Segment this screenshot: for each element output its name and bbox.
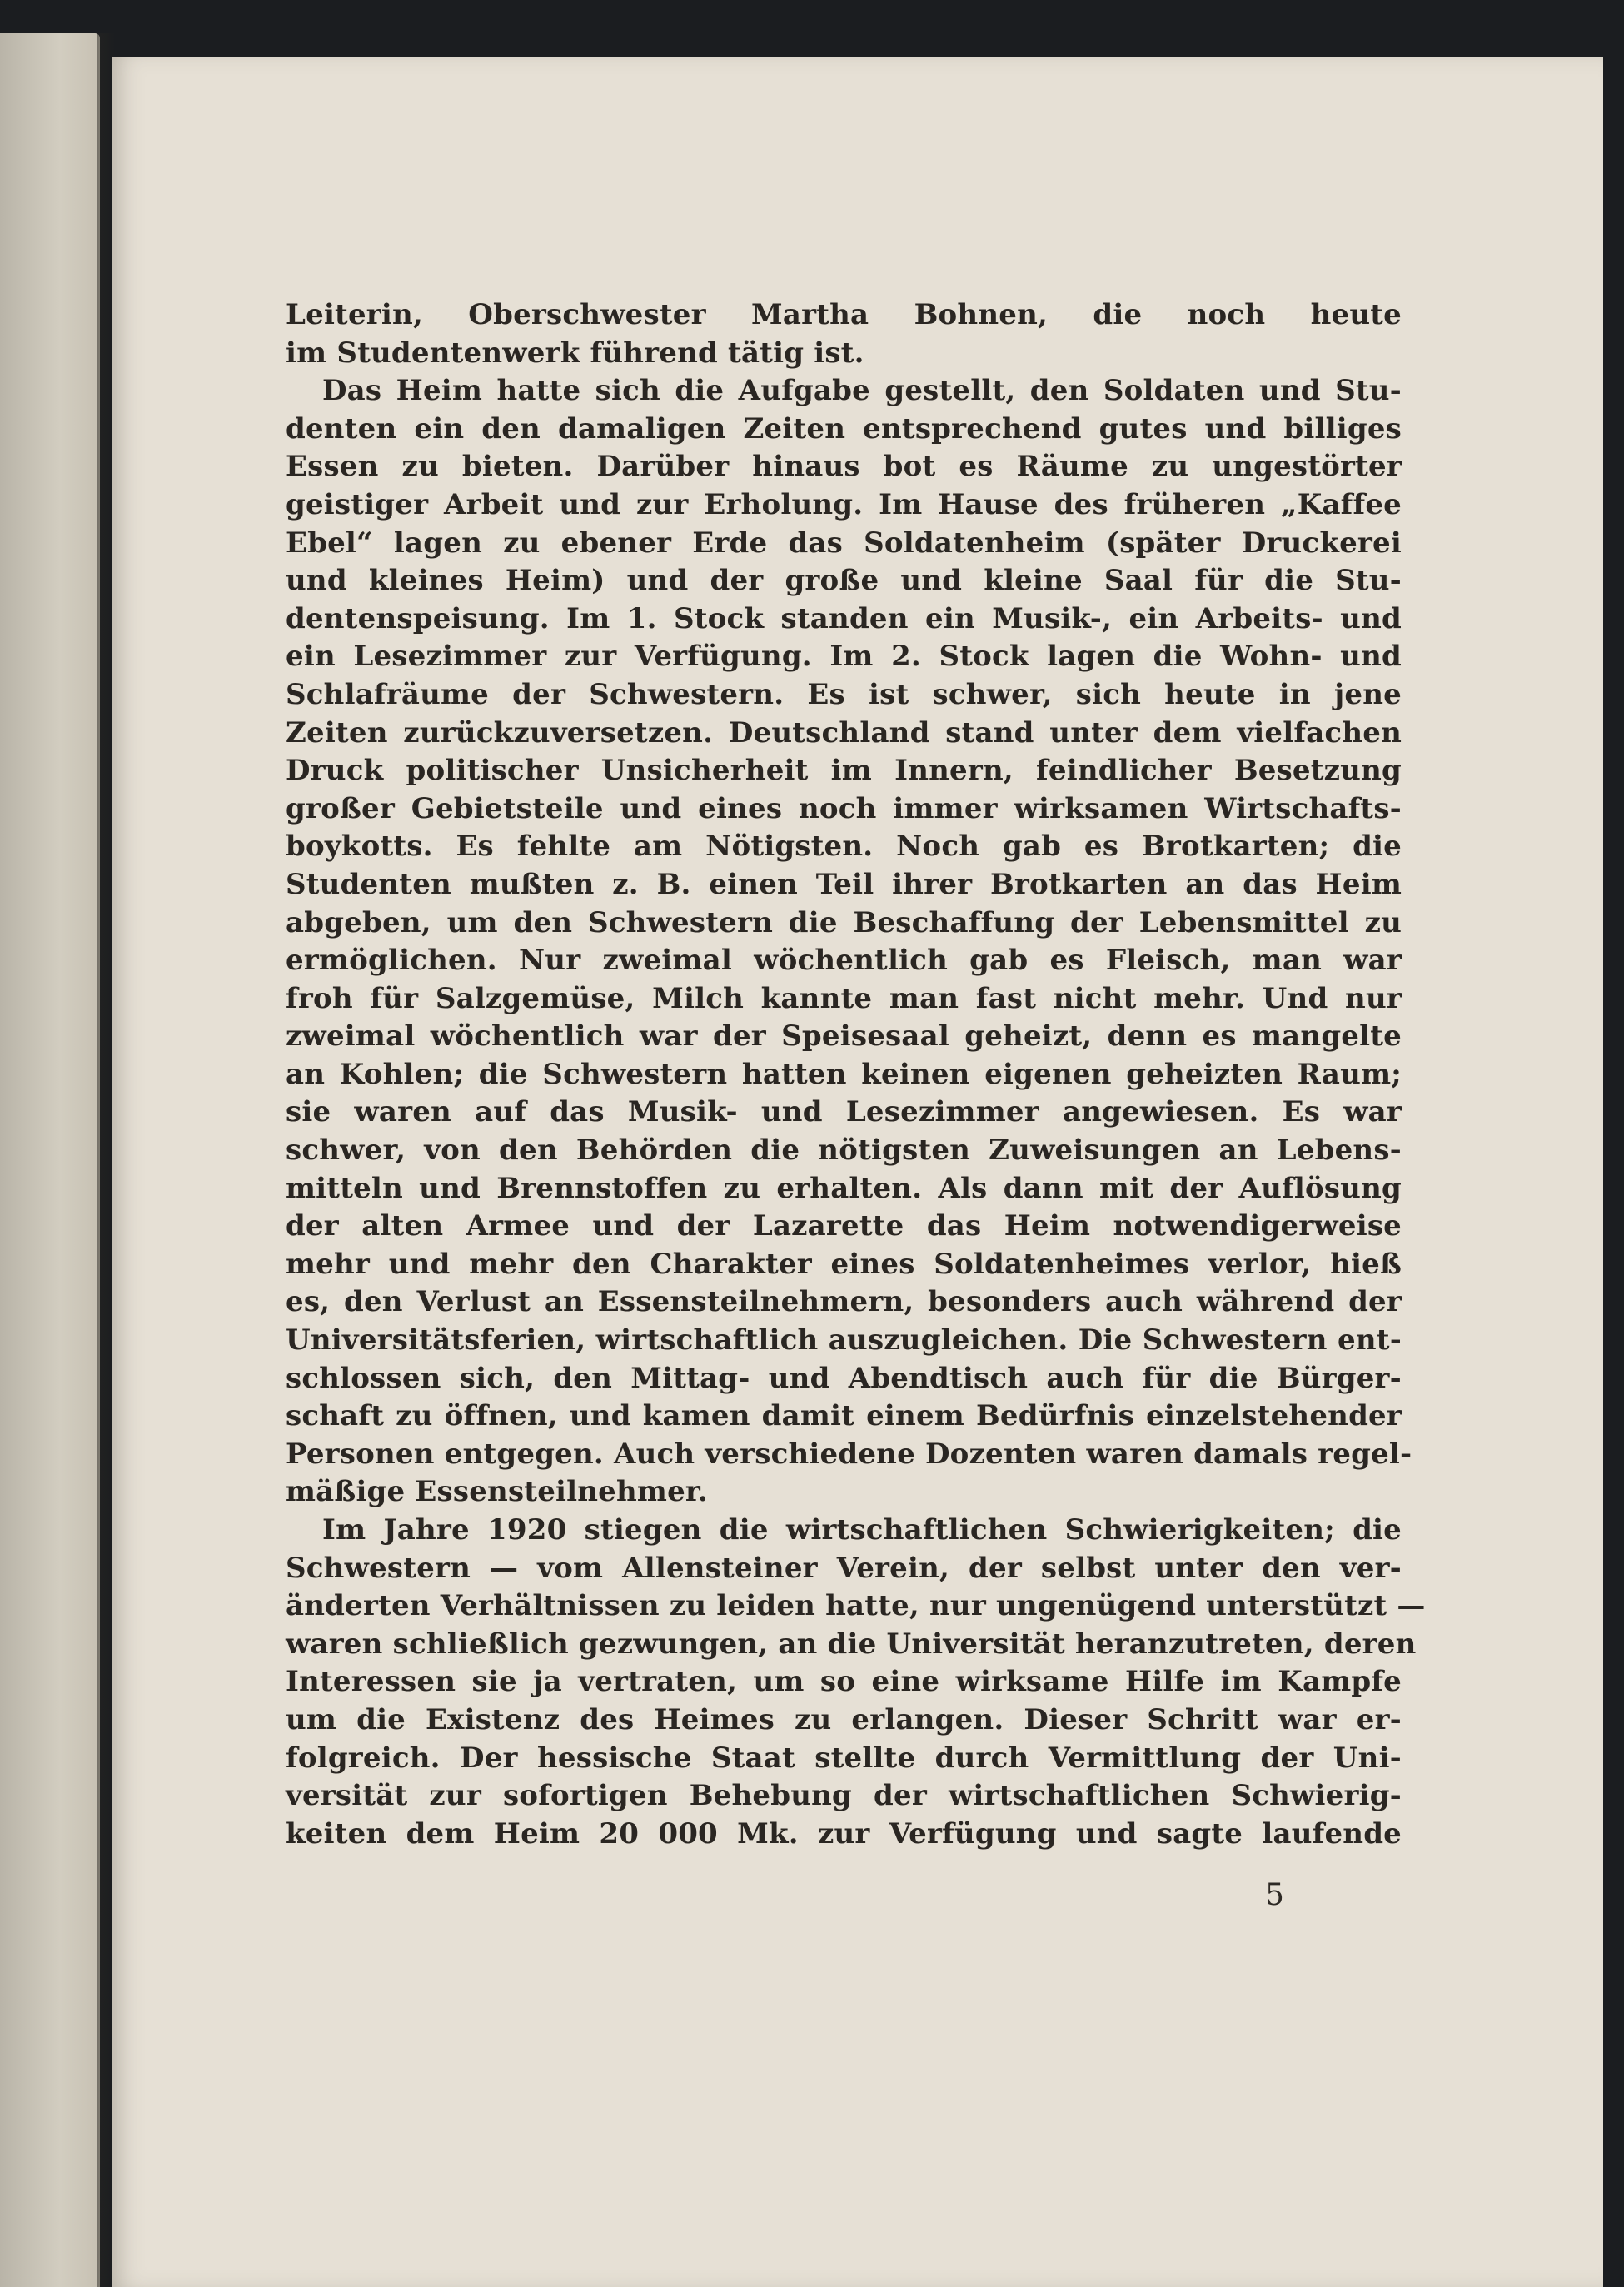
text-line: Das Heim hatte sich die Aufgabe gestellt, den Soldaten und Stu-	[322, 374, 1402, 408]
text-line: abgeben, um den Schwestern die Beschaffung der Lebensmittel zu	[286, 905, 1402, 939]
text-line: Im Jahre 1920 stiegen die wirtschaftlichen Schwierigkeiten; die	[322, 1513, 1402, 1547]
page-number: 5	[1265, 1878, 1284, 1912]
text-line: und kleines Heim) und der große und kleine Saal für die Stu-	[286, 564, 1402, 598]
text-line: mäßige Essensteilnehmer.	[286, 1475, 708, 1509]
text-line: Schlafräume der Schwestern. Es ist schwer, sich heute in jene	[286, 677, 1402, 711]
text-line: Personen entgegen. Auch verschiedene Dozenten waren damals regel-	[286, 1437, 1412, 1471]
body-text	[286, 296, 1426, 1853]
text-line: mehr und mehr den Charakter eines Soldatenheimes verlor, hieß	[286, 1247, 1402, 1281]
text-line: Leiterin, Oberschwester Martha Bohnen, die noch heute	[286, 298, 1402, 331]
text-line: zweimal wöchentlich war der Speisesaal geheizt, denn es mangelte	[286, 1019, 1402, 1054]
text-line: geistiger Arbeit und zur Erholung. Im Hause des früheren „Kaffee	[286, 487, 1402, 521]
text-line: schlossen sich, den Mittag- und Abendtisch auch für die Bürger-	[286, 1361, 1402, 1395]
text-line: Essen zu bieten. Darüber hinaus bot es Räume zu ungestörter	[286, 450, 1402, 484]
text-line: Universitätsferien, wirtschaftlich auszugleichen. Die Schwestern ent-	[286, 1323, 1402, 1358]
text-line: ein Lesezimmer zur Verfügung. Im 2. Stock lagen die Wohn- und	[286, 640, 1402, 674]
text-line: schaft zu öffnen, und kamen damit einem Bedürfnis einzelstehender	[286, 1399, 1402, 1433]
text-line: an Kohlen; die Schwestern hatten keinen eigenen geheizten Raum;	[286, 1057, 1402, 1091]
text-line: folgreich. Der hessische Staat stellte durch Vermittlung der Uni-	[286, 1741, 1402, 1775]
text-line: im Studentenwerk führend tätig ist.	[286, 336, 864, 370]
book-page	[112, 57, 1603, 2287]
text-line: dentenspeisung. Im 1. Stock standen ein Musik-, ein Arbeits- und	[286, 601, 1402, 635]
text-line: Schwestern — vom Allensteiner Verein, der selbst unter den ver-	[286, 1551, 1402, 1585]
left-page-edge	[0, 33, 100, 2287]
text-line: Studenten mußten z. B. einen Teil ihrer Brotkarten an das Heim	[286, 867, 1402, 901]
text-line: der alten Armee und der Lazarette das Heim notwendigerweise	[286, 1209, 1402, 1243]
text-line: es, den Verlust an Essensteilnehmern, besonders auch während der	[286, 1285, 1402, 1319]
text-line: ermöglichen. Nur zweimal wöchentlich gab es Fleisch, man war	[286, 944, 1402, 978]
text-line: schwer, von den Behörden die nötigsten Zuweisungen an Lebens-	[286, 1134, 1402, 1168]
text-line: boykotts. Es fehlte am Nötigsten. Noch gab es Brotkarten; die	[286, 830, 1402, 864]
text-line: sie waren auf das Musik- und Lesezimmer angewiesen. Es war	[286, 1095, 1402, 1129]
text-line: großer Gebietsteile und eines noch immer wirksamen Wirtschafts-	[286, 791, 1402, 825]
text-line: keiten dem Heim 20 000 Mk. zur Verfügung und sagte laufende	[286, 1816, 1402, 1851]
text-line: Interessen sie ja vertraten, um so eine wirksame Hilfe im Kampfe	[286, 1665, 1402, 1699]
text-line: Ebel“ lagen zu ebener Erde das Soldatenheim (später Druckerei	[286, 526, 1402, 560]
text-line: denten ein den damaligen Zeiten entsprechend gutes und billiges	[286, 411, 1402, 446]
text-line: Zeiten zurückzuversetzen. Deutschland stand unter dem vielfachen	[286, 715, 1402, 750]
text-line: änderten Verhältnissen zu leiden hatte, nur ungenügend unterstützt —	[286, 1589, 1426, 1623]
text-line: um die Existenz des Heimes zu erlangen. Dieser Schritt war er-	[286, 1702, 1402, 1736]
text-line: mitteln und Brennstoffen zu erhalten. Als dann mit der Auflösung	[286, 1171, 1402, 1205]
text-line: Druck politischer Unsicherheit im Innern, feindlicher Besetzung	[286, 754, 1402, 788]
text-line: waren schließlich gezwungen, an die Universität heranzutreten, deren	[286, 1627, 1417, 1661]
text-line: froh für Salzgemüse, Milch kannte man fast nicht mehr. Und nur	[286, 981, 1402, 1015]
text-line: versität zur sofortigen Behebung der wirtschaftlichen Schwierig-	[286, 1779, 1402, 1813]
